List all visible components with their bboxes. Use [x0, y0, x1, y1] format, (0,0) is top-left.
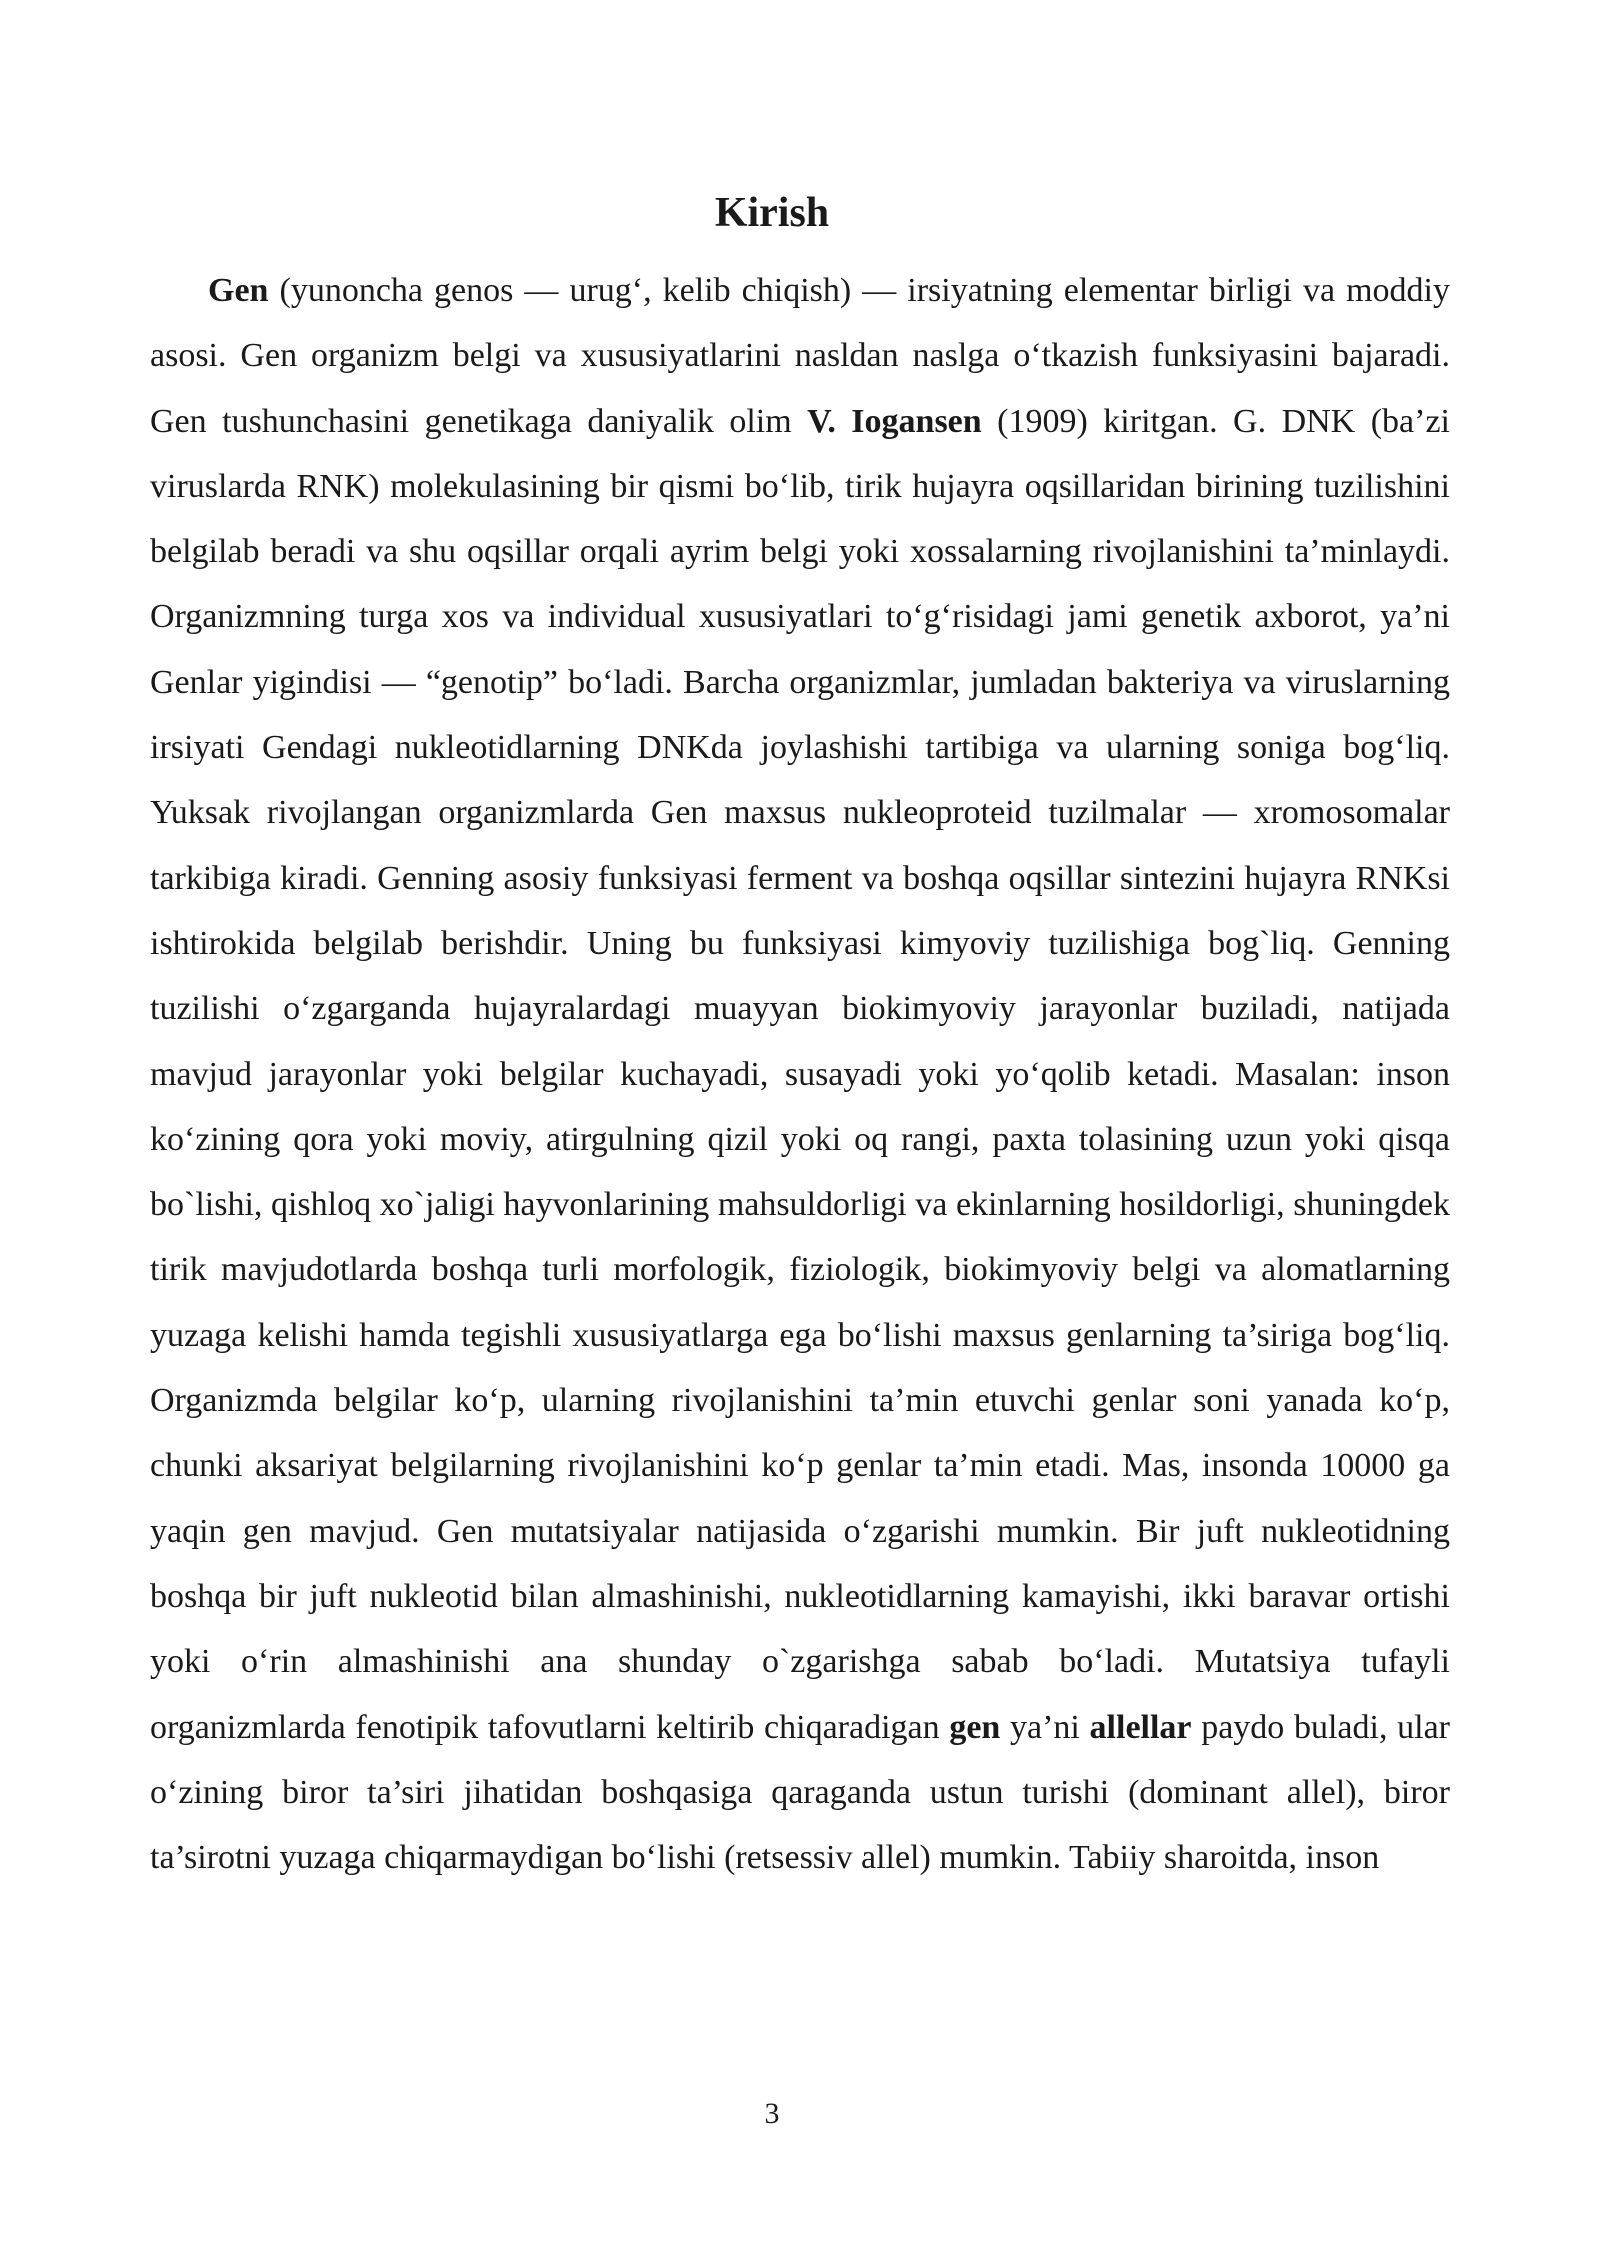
author-name: V. Ioganse: [807, 402, 963, 440]
term-gen-inline: gen: [949, 1708, 1001, 1746]
page-number: 3: [764, 2097, 780, 2130]
body-paragraph: [150, 258, 1450, 1890]
text-run: (1909) kiritgan. G. DNK (ba’zi viruslarda RNK) molekulasining bir qismi bo‘lib, tirik hujayra oqsillaridan birining tuzilishini belgilab beradi va shu oqsillar orqali ayrim belgi yoki xossalarning rivojlanishini ta’minlaydi. Organizmning turga xos va individual xususiyatlari to‘g‘risidagi jami genetik axborot, ya’ni Genlar yigindisi — “genotip” bo‘ladi. Barcha organizmlar, jumladan bakteriya va viruslarning irsiyati Gendagi nukleotidlarning DNKda joylashishi tartibiga va ularning soniga bog‘liq. Yuksak rivojlangan organizmlarda Gen maxsus nukleoproteid tuzilmalar — xromosomalar tarkibiga kiradi. Genning asosiy funksiyasi ferment va boshqa oqsillar sintezini hujayra RNKsi ishtirokida belgilab berishdir. Uning bu funksiyasi kimyoviy tuzilishiga bog`liq. Genning tuzilishi o‘zgarganda hujayralardagi muayyan biokimyoviy jarayonlar buziladi, natijada mavjud jarayonlar yoki belgilar kuchayadi, susayadi yoki yo‘qolib ketadi. Masalan: inson ko‘zining qora yoki moviy, atirgulning qizil yoki oq rangi, paxta tolasining uzun yoki qisqa bo`lishi, qishloq xo`jaligi hayvonlarining mahsuldorligi va ekinlarning hosildorligi, shuningdek tirik mavjudotlarda boshqa turli morfologik, fiziologik, biokimyoviy belgi va alomatlarning yuzaga kelishi hamda tegishli xususiyatlarga ega bo‘lishi maxsus genlarning ta’siriga bog‘liq. Organizmda belgilar ko‘p, ularning rivojlanishini ta’min etuvchi genlar soni yanada ko‘p, chunki aksariyat belgilarning rivojlanishini ko‘p genlar ta’min etadi. Mas, insonda 10000 ga yaqin gen mavjud. Gen mutatsiyalar natijasida o‘zgarishi mumkin. Bir juft nukleotidning boshqa bir juft nukleotid bilan almashinishi, nukleotidlarning kamayishi, ikki baravar ortishi yoki o‘rin almashinishi ana shunday o`zgarishga sabab bo‘ladi. Mutatsiya tufayli organizmlarda fenotipik tafovutlarni keltirib chiqaradigan: [150, 402, 1450, 1746]
text-run: (yunoncha genos — urug‘, kelib chiqish) — irsiyatning elementar birligi va moddiy asosi. Gen organizm belgi va xususiyatlarini nasldan naslga o‘tkazish funksiyasini bajaradi. Gen tushunchasini genetikaga daniyalik olim: [150, 272, 1450, 440]
term-allellar: allellar: [1089, 1708, 1192, 1746]
page-title: Kirish: [714, 190, 830, 236]
text-run: paydo buladi, ular o‘zining biror ta’siri jihatidan boshqasiga qaraganda ustun turishi (dominant allel), biror ta’sirotni yuzaga chiqarmaydigan bo‘lishi (retsessiv allel) mumkin. Tabiiy sharoitda, inson: [150, 1708, 1451, 1877]
term-gen: Gen: [208, 272, 269, 309]
author-name-end: n: [962, 402, 982, 440]
text-run: ya’ni: [1000, 1708, 1090, 1746]
